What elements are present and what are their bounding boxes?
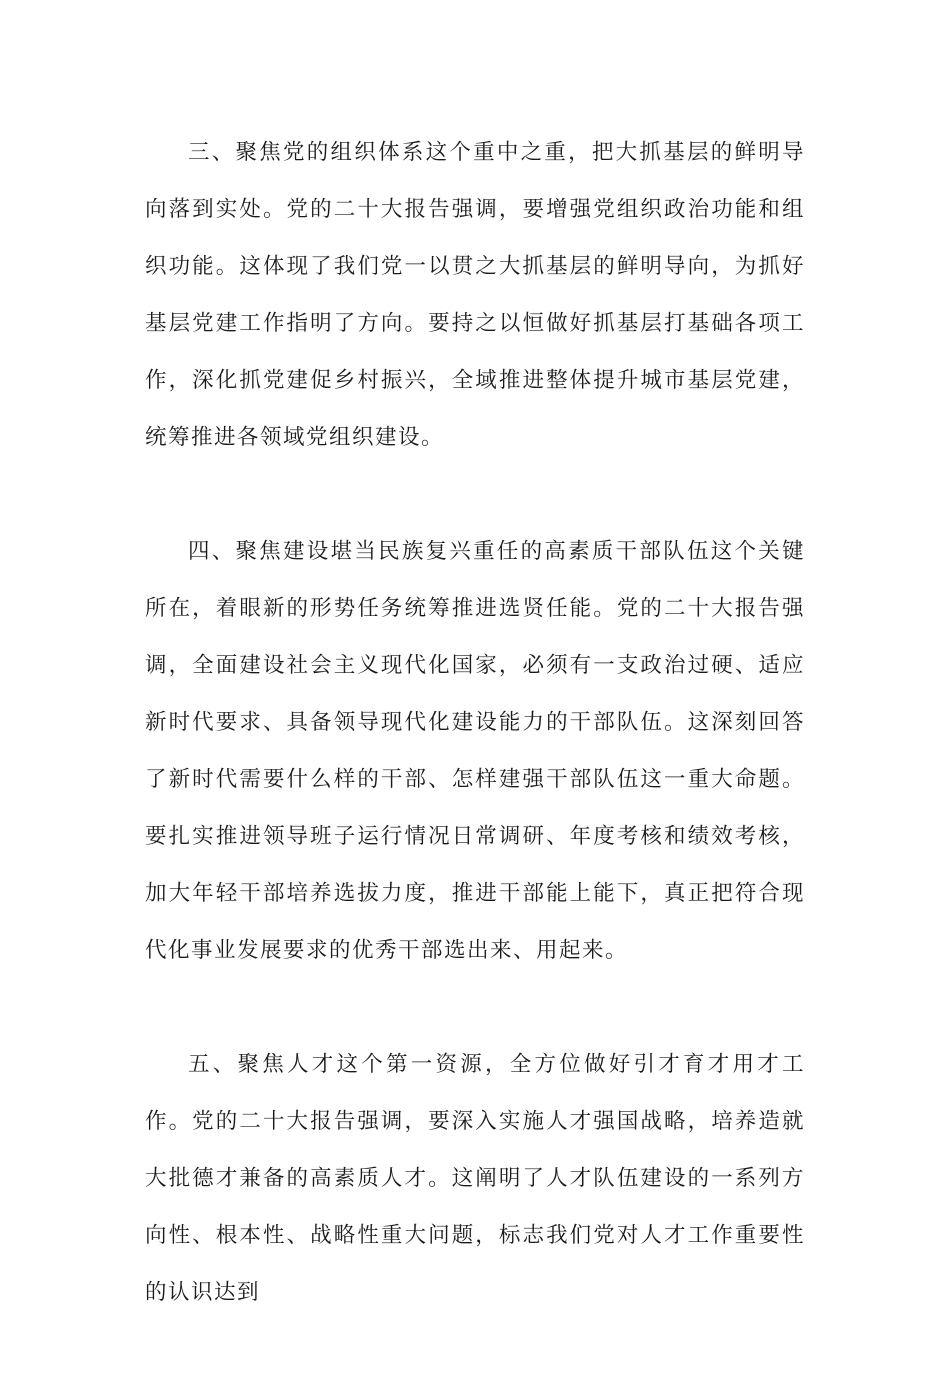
paragraph-section-five: 五、聚焦人才这个第一资源，全方位做好引才育才用才工作。党的二十大报告强调，要深入实施人才强国战略，培养造就大批德才兼备的高素质人才。这阐明了人才队伍建设的一系列方向性、根本性、战略性重大问题，标志我们党对人才工作重要性的认识达到 bbox=[145, 1052, 805, 1305]
document-body bbox=[145, 124, 805, 1378]
paragraph-section-four: 四、聚焦建设堪当民族复兴重任的高素质干部队伍这个关键所在，着眼新的形势任务统筹推进选贤任能。党的二十大报告强调，全面建设社会主义现代化国家，必须有一支政治过硬、适应新时代要求、具备领导现代化建设能力的干部队伍。这深刻回答了新时代需要什么样的干部、怎样建强干部队伍这一重大命题。要扎实推进领导班子运行情况日常调研、年度考核和绩效考核，加大年轻干部培养选拔力度，推进干部能上能下，真正把符合现代化事业发展要求的优秀干部选出来、用起来。 bbox=[145, 539, 805, 963]
paragraph-section-three: 三、聚焦党的组织体系这个重中之重，把大抓基层的鲜明导向落到实处。党的二十大报告强调，要增强党组织政治功能和组织功能。这体现了我们党一以贯之大抓基层的鲜明导向，为抓好基层党建工作指明了方向。要持之以恒做好抓基层打基础各项工作，深化抓党建促乡村振兴，全域推进整体提升城市基层党建，统筹推进各领域党组织建设。 bbox=[145, 140, 805, 450]
